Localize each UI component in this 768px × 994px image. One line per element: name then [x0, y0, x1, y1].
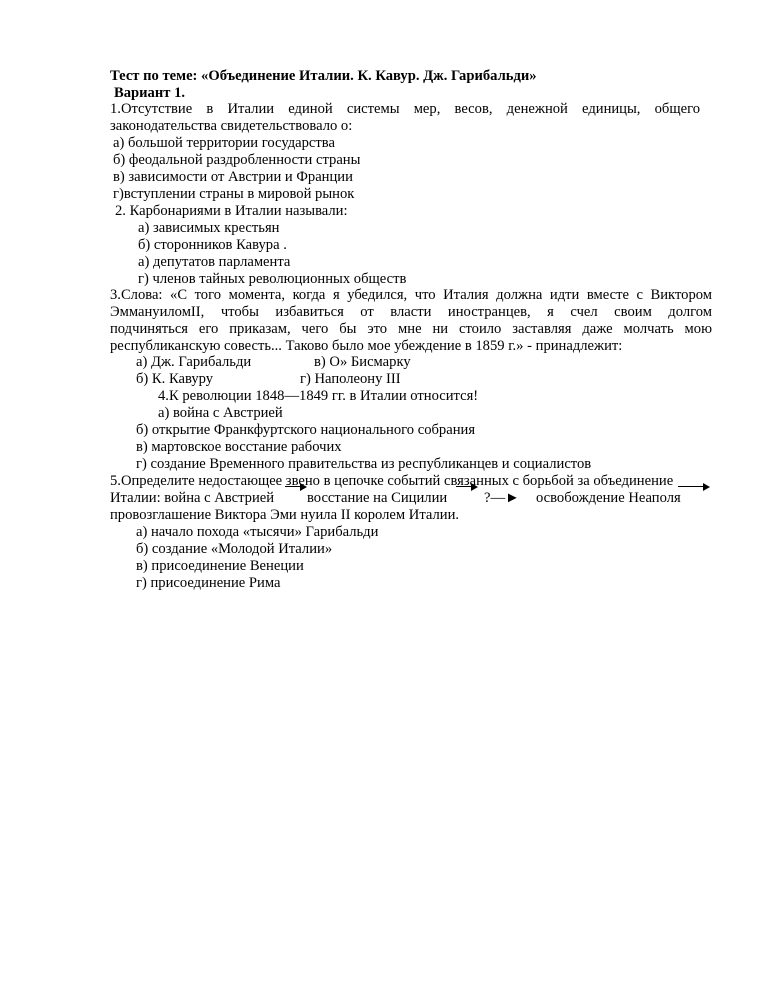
q5-option-v: в) присоединение Венеции: [136, 558, 304, 574]
q2-option-b: б) сторонников Кавура .: [138, 237, 287, 253]
q5-text-line-1: 5.Определите недостающее звено в цепочке событий связанных с борьбой за объединение: [110, 473, 674, 489]
q2-option-g: г) членов тайных революционных обществ: [138, 271, 407, 287]
q3-option-b: б) К. Кавуру: [136, 371, 214, 387]
q1-option-b: б) феодальной раздробленности страны: [113, 152, 361, 168]
q5-chain-start: Италии: война с Австрией: [110, 490, 275, 506]
q5-arrow-icon-3: [678, 486, 708, 487]
q5-chain-missing: ?—►: [484, 490, 520, 506]
q1-option-a: а) большой территории государства: [113, 135, 335, 151]
q5-text-line-3: провозглашение Виктора Эми нуила II королем Италии.: [110, 507, 460, 523]
q2-question: 2. Карбонариями в Италии называли:: [115, 203, 348, 219]
q4-option-a: а) война с Австрией: [158, 405, 283, 421]
q3-text-line-1: 3.Слова: «С того момента, когда я убедился, что Италия должна идти вместе с Виктором: [110, 287, 712, 303]
q5-option-g: г) присоединение Рима: [136, 575, 281, 591]
variant-heading: Вариант 1.: [114, 85, 186, 101]
q3-text-line-3: подчиняться его приказам, чего бы это мне ни стоило заставляя даже молчать мою: [110, 321, 712, 337]
test-title: Тест по теме: «Объединение Италии. К. Кавур. Дж. Гарибальди»: [110, 68, 537, 84]
q1-option-v: в) зависимости от Австрии и Франции: [113, 169, 353, 185]
q5-option-a: а) начало похода «тысячи» Гарибальди: [136, 524, 379, 540]
q3-text-line-4: республиканскую совесть... Таково было мое убеждение в 1859 г.» - принадлежит:: [110, 338, 623, 354]
q5-arrow-icon-2: [456, 486, 476, 487]
q5-option-b: б) создание «Молодой Италии»: [136, 541, 333, 557]
q4-option-b: б) открытие Франкфуртского национального собрания: [136, 422, 476, 438]
q3-option-g: г) Наполеону III: [300, 371, 401, 387]
q5-arrow-icon-1: [285, 486, 305, 487]
q4-option-g: г) создание Временного правительства из республиканцев и социалистов: [136, 456, 592, 472]
q3-option-v: в) О» Бисмарку: [314, 354, 411, 370]
q4-option-v: в) мартовское восстание рабочих: [136, 439, 342, 455]
q2-option-a2: а) депутатов парламента: [138, 254, 291, 270]
q1-text-line-2: законодательства свидетельствовало о:: [110, 118, 353, 134]
q5-chain-sicily: восстание на Сицилии: [307, 490, 448, 506]
q4-question: 4.К революции 1848—1849 гг. в Италии относится!: [158, 388, 479, 404]
q3-option-a: а) Дж. Гарибальди: [136, 354, 252, 370]
q1-text-line-1: 1.Отсутствие в Италии единой системы мер, весов, денежной единицы, общего: [110, 101, 700, 117]
q1-option-g: г)вступлении страны в мировой рынок: [113, 186, 355, 202]
q5-chain-naples: освобождение Неаполя: [536, 490, 681, 506]
q3-text-line-2: ЭммануиломII, чтобы избавиться от власти иностранцев, я счел своим долгом: [110, 304, 712, 320]
q2-option-a: а) зависимых крестьян: [138, 220, 280, 236]
